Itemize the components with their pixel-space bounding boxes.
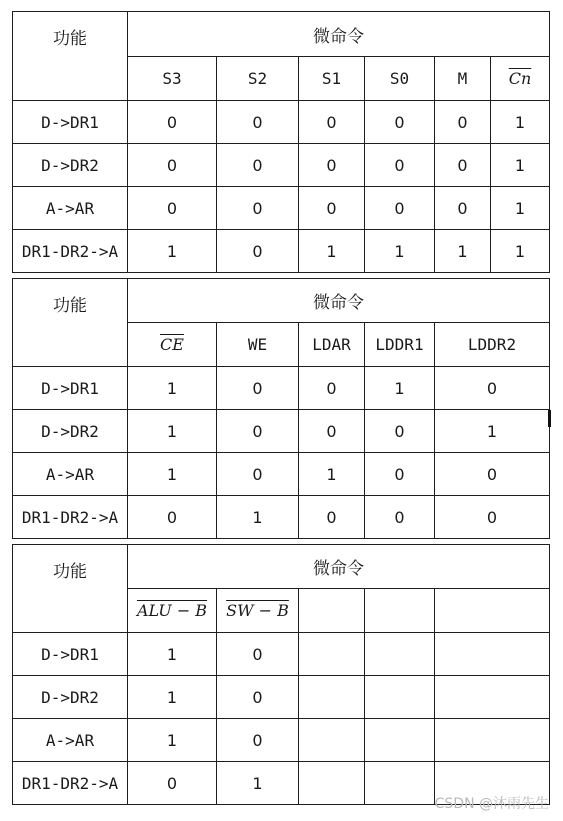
empty-cell <box>365 676 435 719</box>
value-cell: 0 <box>435 187 491 230</box>
function-header: 功能 <box>13 12 128 101</box>
column-header: LDDR1 <box>365 323 435 367</box>
table-row <box>13 230 550 273</box>
column-header: S2 <box>217 57 299 101</box>
micro-command-header: 微命令 <box>128 12 550 57</box>
value-cell: 0 <box>365 496 435 539</box>
value-cell: 1 <box>491 230 550 273</box>
function-cell: A->AR <box>13 453 128 496</box>
value-cell: 0 <box>299 496 365 539</box>
value-cell: 0 <box>365 453 435 496</box>
value-cell: 0 <box>435 453 550 496</box>
value-cell: 0 <box>217 187 299 230</box>
empty-cell <box>365 719 435 762</box>
empty-cell <box>299 719 365 762</box>
value-cell: 0 <box>299 187 365 230</box>
table-row <box>13 633 550 676</box>
value-cell: 1 <box>365 367 435 410</box>
value-cell: 1 <box>128 230 217 273</box>
function-cell: A->AR <box>13 719 128 762</box>
empty-cell <box>435 719 550 762</box>
value-cell: 1 <box>128 453 217 496</box>
value-cell: 1 <box>128 676 217 719</box>
column-header: LDAR <box>299 323 365 367</box>
value-cell: 1 <box>435 410 550 453</box>
value-cell: 1 <box>128 410 217 453</box>
value-cell: 0 <box>435 496 550 539</box>
value-cell: 0 <box>217 719 299 762</box>
overlined-label: $\overline{Cn}$ <box>508 69 532 88</box>
value-cell: 0 <box>299 410 365 453</box>
table-row <box>13 496 550 539</box>
table-row <box>13 453 550 496</box>
value-cell: 1 <box>491 187 550 230</box>
value-cell: 0 <box>217 633 299 676</box>
value-cell: 1 <box>435 230 491 273</box>
function-cell: A->AR <box>13 187 128 230</box>
value-cell: 0 <box>128 762 217 805</box>
column-header: S0 <box>365 57 435 101</box>
value-cell: 1 <box>128 633 217 676</box>
value-cell: 0 <box>217 230 299 273</box>
value-cell: 0 <box>128 144 217 187</box>
micro-command-table-2 <box>12 278 550 539</box>
value-cell: 0 <box>299 101 365 144</box>
empty-cell <box>299 633 365 676</box>
function-cell: D->DR1 <box>13 367 128 410</box>
value-cell: 0 <box>217 676 299 719</box>
table-row <box>13 676 550 719</box>
text-cursor <box>548 410 551 427</box>
value-cell: 0 <box>365 144 435 187</box>
table-row <box>13 719 550 762</box>
value-cell: 0 <box>365 101 435 144</box>
micro-command-table-1 <box>12 11 550 273</box>
value-cell: 0 <box>299 367 365 410</box>
overlined-label: ALU − B <box>136 601 208 620</box>
column-header <box>491 57 550 101</box>
value-cell: 0 <box>435 144 491 187</box>
function-cell: DR1-DR2->A <box>13 496 128 539</box>
watermark: CSDN @沐雨先生 <box>434 796 549 812</box>
table-row <box>13 101 550 144</box>
function-cell: D->DR1 <box>13 101 128 144</box>
column-header: M <box>435 57 491 101</box>
value-cell: 0 <box>435 101 491 144</box>
column-header <box>128 323 217 367</box>
value-cell: 0 <box>299 144 365 187</box>
table-row <box>13 144 550 187</box>
function-header: 功能 <box>13 545 128 633</box>
value-cell: 1 <box>365 230 435 273</box>
empty-cell <box>435 676 550 719</box>
value-cell: 1 <box>217 496 299 539</box>
column-header: LDDR2 <box>435 323 550 367</box>
table-row <box>13 187 550 230</box>
value-cell: 0 <box>217 453 299 496</box>
value-cell: 1 <box>128 719 217 762</box>
table-row <box>13 367 550 410</box>
value-cell: 0 <box>365 410 435 453</box>
column-header <box>128 589 217 633</box>
overlined-label: $\overline{CE}$ <box>160 335 184 354</box>
micro-command-header: 微命令 <box>128 545 550 589</box>
value-cell: 1 <box>217 762 299 805</box>
function-cell: DR1-DR2->A <box>13 762 128 805</box>
column-header <box>217 589 299 633</box>
overlined-label: SW − B <box>226 601 289 620</box>
function-cell: D->DR2 <box>13 676 128 719</box>
micro-command-header: 微命令 <box>128 279 550 323</box>
function-header: 功能 <box>13 279 128 367</box>
value-cell: 0 <box>435 367 550 410</box>
empty-cell <box>365 589 435 633</box>
function-cell: D->DR1 <box>13 633 128 676</box>
value-cell: 0 <box>365 187 435 230</box>
column-header: S3 <box>128 57 217 101</box>
function-cell: D->DR2 <box>13 144 128 187</box>
value-cell: 0 <box>217 367 299 410</box>
empty-cell <box>299 589 365 633</box>
function-cell: DR1-DR2->A <box>13 230 128 273</box>
value-cell: 1 <box>299 230 365 273</box>
value-cell: 0 <box>128 101 217 144</box>
micro-command-table-3 <box>12 544 550 805</box>
value-cell: 1 <box>491 144 550 187</box>
empty-cell <box>365 633 435 676</box>
column-header: WE <box>217 323 299 367</box>
function-cell: D->DR2 <box>13 410 128 453</box>
table-row <box>13 410 550 453</box>
empty-cell <box>299 676 365 719</box>
value-cell: 0 <box>128 187 217 230</box>
value-cell: 0 <box>217 410 299 453</box>
empty-cell <box>435 589 550 633</box>
column-header: S1 <box>299 57 365 101</box>
empty-cell <box>365 762 435 805</box>
empty-cell <box>435 633 550 676</box>
value-cell: 1 <box>128 367 217 410</box>
value-cell: 1 <box>491 101 550 144</box>
value-cell: 0 <box>217 144 299 187</box>
value-cell: 0 <box>128 496 217 539</box>
value-cell: 0 <box>217 101 299 144</box>
value-cell: 1 <box>299 453 365 496</box>
empty-cell <box>299 762 365 805</box>
